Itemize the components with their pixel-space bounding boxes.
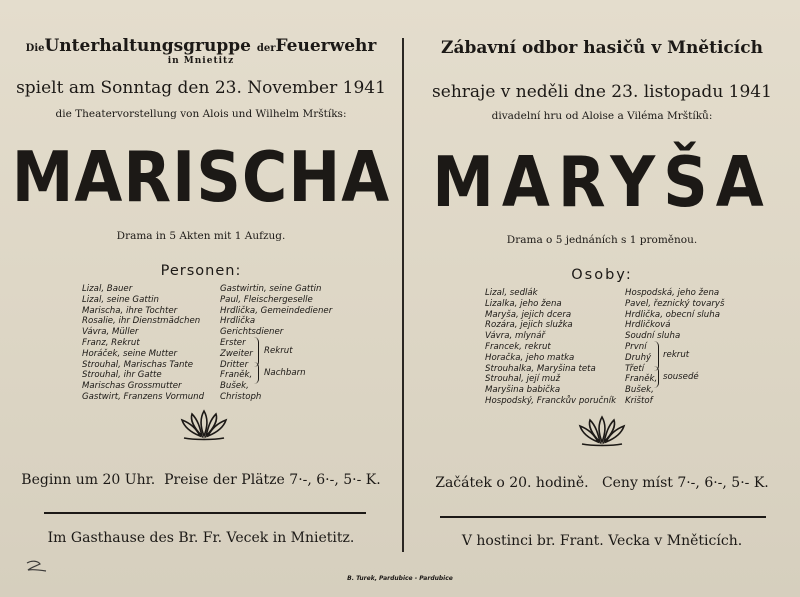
ornament-icon	[178, 408, 230, 442]
ticket-prices: Ceny míst 7·-, 6·-, 5·- K.	[601, 475, 769, 491]
cast-role: Hrdličková	[625, 320, 671, 331]
organizer-line	[0, 36, 402, 56]
cast-role: Gastwirtin, seine Gattin	[220, 284, 322, 294]
begin-time: Začátek o 20. hodině.	[435, 475, 589, 491]
cast-role: První	[625, 341, 647, 352]
divider-rule	[440, 516, 766, 518]
brace-mark-neighbours	[654, 366, 659, 388]
place-line: in Mnietitz	[167, 56, 235, 66]
cast-role: Francek, rekrut	[485, 341, 551, 352]
cast-heading: Personen:	[160, 263, 242, 279]
play-title: MARISCHA	[11, 136, 391, 218]
cast-role: Lizal, Bauer	[82, 284, 133, 294]
cast-role: Lizal, sedlák	[485, 288, 538, 298]
org-der: der	[256, 43, 276, 54]
cast-role: Třetí	[625, 363, 645, 374]
cast-role: Horačka, jeho matka	[485, 352, 575, 363]
begin-time: Beginn um 20 Uhr.	[21, 472, 156, 488]
divider-rule	[44, 512, 366, 514]
cast-role: Rozára, jejich služka	[485, 320, 573, 331]
brace-label-neighbours: Nachbarn	[264, 368, 306, 378]
cast-heading: Osoby:	[571, 267, 633, 283]
cast-roles-column-2	[625, 288, 724, 407]
cast-role: Zweiter	[220, 348, 253, 359]
drama-description: Drama in 5 Akten mit 1 Aufzug.	[116, 230, 286, 242]
cast-role: Strouhal, její muž	[485, 374, 561, 385]
cast-role: Pavel, řeznický tovaryš	[625, 298, 725, 309]
cast-role: Gastwirt, Franzens Vormund	[82, 391, 205, 402]
cast-role: Hospodský, Franckův poručník	[485, 395, 617, 406]
cast-role: Strouhalka, Maryšina teta	[485, 363, 596, 374]
cast-role: Soudní sluha	[625, 331, 681, 342]
begin-and-prices	[0, 472, 402, 488]
cast-role: Hospodská, jeho žena	[625, 288, 720, 298]
cast-role: Maryša, jejich dcera	[485, 309, 572, 320]
cast-role: Paul, Fleischergeselle	[220, 294, 313, 305]
cast-role: Marischa, ihre Tochter	[82, 305, 178, 316]
authors-line: divadelní hru od Aloise a Viléma Mrštíků:	[491, 110, 713, 122]
cast-role: Christoph	[220, 391, 262, 402]
drama-description: Drama o 5 jednáních s 1 proměnou.	[506, 234, 698, 246]
cast-role: Bušek,	[220, 381, 249, 392]
org-end: Feuerwehr	[275, 36, 377, 56]
cast-role: Rosalie, ihr Dienstmädchen	[82, 316, 201, 327]
cast-roles-column-1	[82, 284, 204, 403]
cast-role: Strouhal, ihr Gatte	[82, 370, 162, 381]
cast-role: Lizal, seine Gattin	[82, 294, 159, 305]
cast-role: Hrdlička	[220, 316, 256, 327]
brace-mark-neighbours	[254, 362, 259, 384]
cast-role: Franěk,	[625, 374, 658, 385]
cast-role: Gerichtsdiener	[220, 327, 284, 338]
venue-line: V hostinci br. Frant. Vecka v Mněticích.	[461, 533, 743, 549]
org-main: Unterhaltungsgruppe	[44, 36, 251, 56]
org-prefix: Die	[25, 43, 45, 54]
czech-column	[404, 0, 800, 597]
pencil-mark-icon	[24, 558, 54, 574]
brace-label-neighbours: sousedé	[663, 372, 699, 382]
play-title: MARYŠA	[432, 141, 772, 223]
venue-line: Im Gasthause des Br. Fr. Vecek in Mnietitz.	[47, 530, 355, 546]
cast-role: Franz, Rekrut	[82, 337, 140, 348]
cast-role: Lizalka, jeho žena	[485, 298, 562, 309]
cast-role: Maryšina babička	[485, 385, 561, 396]
cast-role: Marischas Grossmutter	[82, 381, 182, 392]
cast-role: Vávra, Müller	[82, 327, 139, 338]
cast-role: Franěk,	[220, 370, 253, 381]
cast-role: Krištof	[625, 395, 653, 406]
cast-role: Horáček, seine Mutter	[82, 348, 178, 359]
brace-label-recruits: rekrut	[663, 350, 690, 360]
cast-roles-column-1	[485, 288, 616, 407]
cast-role: Dritter	[220, 359, 249, 370]
cast-role: Vávra, mlynář	[485, 331, 546, 342]
cast-role: Bušek,	[625, 385, 654, 396]
cast-role: Strouhal, Marischas Tante	[82, 359, 194, 370]
begin-and-prices	[404, 475, 800, 491]
cast-role: Druhý	[625, 352, 652, 363]
cast-role: Erster	[220, 337, 246, 348]
brace-label-recruits: Rekrut	[264, 346, 293, 356]
performance-date: spielt am Sonntag den 23. November 1941	[16, 78, 386, 98]
printer-imprint: B. Turek, Pardubice - Pardubice	[347, 575, 453, 582]
cast-roles-column-2	[220, 284, 332, 403]
performance-date: sehraje v neděli dne 23. listopadu 1941	[432, 82, 772, 102]
authors-line: die Theatervorstellung von Alois und Wilhelm Mrštíks:	[55, 108, 347, 120]
ticket-prices: Preise der Plätze 7·-, 6·-, 5·- K.	[164, 472, 381, 488]
cast-role: Hrdlička, obecní sluha	[625, 309, 720, 320]
cast-role: Hrdlička, Gemeindediener	[220, 305, 333, 316]
ornament-icon	[576, 414, 628, 448]
organizer-line: Zábavní odbor hasičů v Mněticích	[441, 38, 763, 58]
